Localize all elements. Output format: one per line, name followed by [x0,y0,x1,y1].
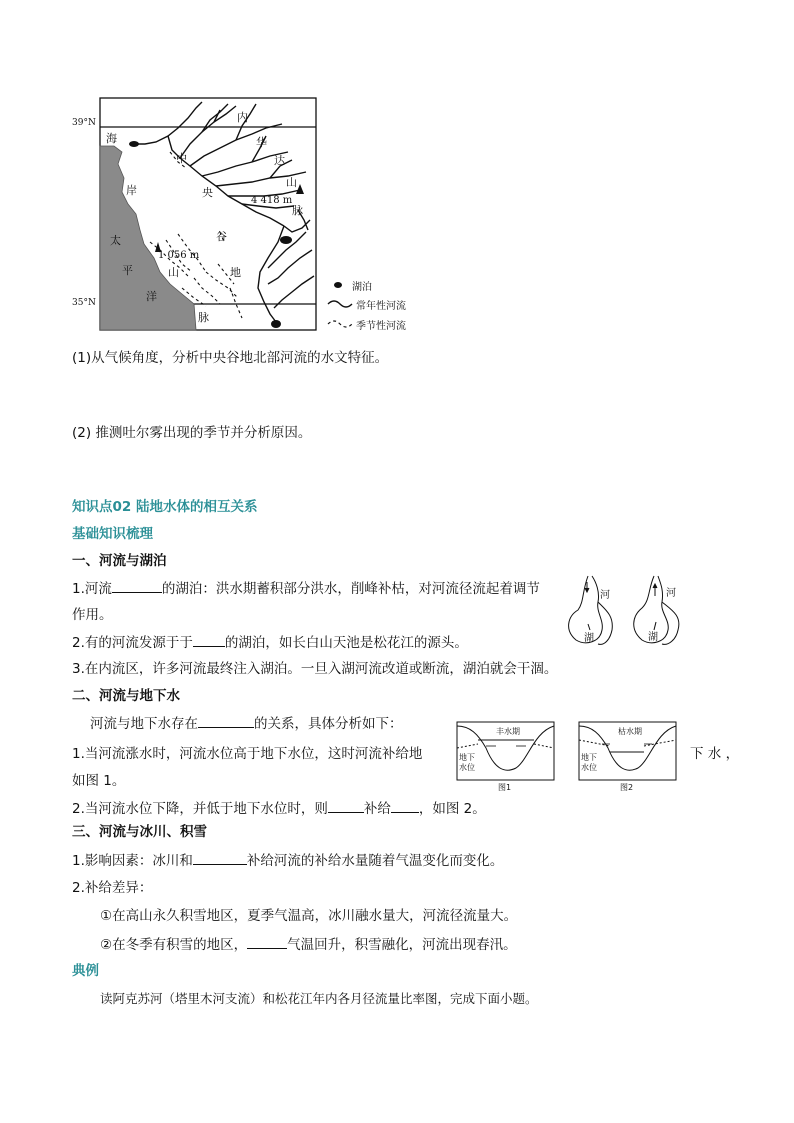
part2-item2-b: 补给 [363,801,391,817]
part3-sub2-b: 气温回升，积雪融化，河流出现春汛。 [287,937,517,953]
fig1-gw: 地下 [459,753,475,762]
section-subtitle: 基础知识梳理 [72,526,153,542]
part2-item1: 1.当河流涨水时，河流水位高于地下水位，这时河流补给地 [72,746,423,762]
part2-item1-tail: 下 水 ， [690,746,740,762]
blank-4 [328,798,364,813]
section-title: 知识点02 陆地水体的相互关系 [72,499,258,515]
map-label-yang1: 央 [202,186,213,199]
map-label-mai1: 脉 [292,204,303,217]
map-label-hai: 海 [106,132,117,145]
blank-6 [193,850,247,865]
example-label: 典例 [72,963,99,979]
part2-item1-cont: 如图 1。 [72,773,126,789]
part2-item2-a: 2.当河流水位下降，并低于地下水位时，则 [72,801,328,817]
fig2-period: 枯水期 [618,727,642,736]
blank-1 [112,578,162,593]
legend-seasonal: 季节性河流 [356,321,406,332]
part1-heading: 一、河流与湖泊 [72,553,167,569]
example-text: 读阿克苏河（塔里木河支流）和松花江年内各月径流量比率图，完成下面小题。 [100,991,538,1006]
part1-item3: 3.在内流区，许多河流最终注入湖泊。一旦入湖河流改道或断流，湖泊就会干涸。 [72,661,558,677]
lat-top-label: 39°N [72,118,96,128]
river-lake-drawing [560,572,700,652]
part3-sub2 [100,934,517,955]
question-2: (2) 推测吐尔雾出现的季节并分析原因。 [72,425,312,441]
part2-intro [90,713,403,734]
fig-river-label-right: 河 [666,588,676,599]
part2-intro-a: 河流与地下水存在 [90,716,198,732]
fig-river-label-left: 河 [600,590,610,601]
fig2-gw2: 水位 [581,763,597,772]
part1-item1 [72,578,540,599]
map-label-shan2: 山 [168,266,179,279]
part2-item2 [72,798,486,819]
part3-sub1: ①在高山永久积雪地区，夏季气温高，冰川融水量大，河流径流量大。 [100,908,518,924]
legend-lake: 湖泊 [352,282,372,293]
map-figure [70,92,420,337]
map-label-peak2: 1 056 m [158,250,200,261]
part2-item2-c: ，如图 2。 [418,801,486,817]
map-label-hua: 华 [256,136,267,149]
part1-item1-cont: 作用。 [72,607,113,623]
map-label-tai: 太 [110,234,121,247]
fig1-gw2: 水位 [459,763,475,772]
part3-item2: 2.补给差异： [72,880,153,896]
part3-sub2-a: ②在冬季有积雪的地区， [100,937,248,953]
part1-item1-a: 1.河流 [72,581,112,597]
fig-lake-label-left: 湖 [584,633,594,644]
question-1: (1)从气候角度，分析中央谷地北部河流的水文特征。 [72,350,389,366]
part3-item1-b: 补给河流的补给水量随着气温变化而变化。 [246,853,504,869]
blank-2 [193,632,225,647]
river-lake-figure [560,572,700,652]
lat-bottom-label: 35°N [72,298,96,308]
part3-item1 [72,850,503,871]
map-label-peak1: 4 418 m [251,195,293,206]
part1-item2-b: 的湖泊，如长白山天池是松花江的源头。 [224,635,468,651]
part1-item2 [72,632,468,653]
map-label-an: 岸 [126,184,137,197]
legend-perennial: 常年性河流 [356,301,406,312]
fig2-gw: 地下 [581,753,597,762]
map-label-mai2: 脉 [198,311,209,324]
groundwater-figure-1 [456,718,556,796]
blank-3 [198,713,254,728]
part3-item1-a: 1.影响因素：冰川和 [72,853,193,869]
map-label-yang2: 洋 [146,290,157,303]
part2-heading: 二、河流与地下水 [72,688,180,704]
blank-5 [391,798,419,813]
map-label-nei: 内 [237,111,248,124]
part3-heading: 三、河流与冰川、积雪 [72,824,207,840]
map-label-ping: 平 [122,264,133,277]
map-label-zhong: 中 [176,152,187,165]
blank-7 [247,934,287,949]
map-label-gu: 谷 [216,230,227,243]
part1-item1-b: 的湖泊：洪水期蓄积部分洪水，削峰补枯，对河流径流起着调节 [161,581,540,597]
fig1-caption: 图1 [498,783,512,792]
groundwater-figure-2 [578,718,678,796]
part2-intro-b: 的关系，具体分析如下： [254,716,403,732]
map-label-shan1: 山 [286,176,297,189]
fig-lake-label-right: 湖 [648,632,658,643]
map-label-da: 达 [274,154,285,167]
fig1-period: 丰水期 [496,727,520,736]
part1-item2-a: 2.有的河流发源于于 [72,635,193,651]
map-label-di: 地 [230,266,241,279]
fig2-caption: 图2 [620,783,634,792]
